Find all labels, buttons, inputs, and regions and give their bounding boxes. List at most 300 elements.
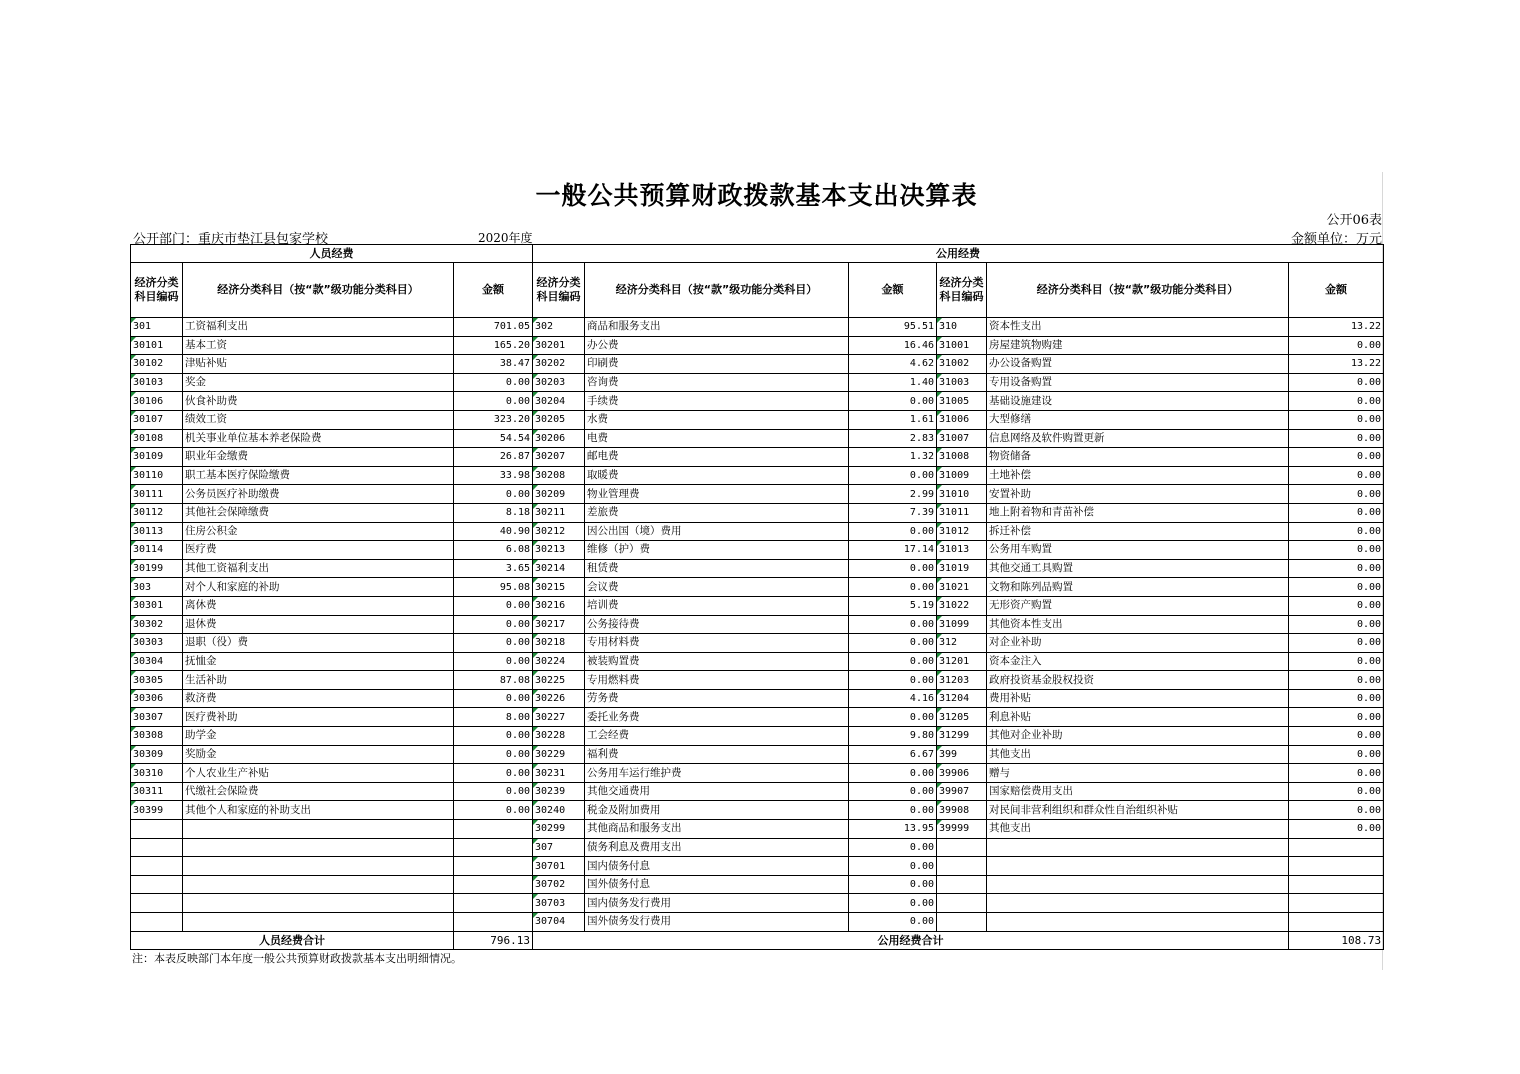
cell-code: 31005	[937, 392, 987, 411]
cell-amount: 0.00	[1289, 410, 1384, 429]
cell-name: 税金及附加费用	[585, 801, 849, 820]
cell-code	[131, 913, 183, 932]
cell-amount: 0.00	[849, 894, 937, 913]
cell-amount: 0.00	[849, 392, 937, 411]
cell-amount: 0.00	[454, 801, 533, 820]
footnote: 注：本表反映部门本年度一般公共预算财政拨款基本支出明细情况。	[132, 952, 462, 965]
cell-amount: 0.00	[1289, 671, 1384, 690]
cell-code: 30240	[533, 801, 585, 820]
cell-code: 30199	[131, 559, 183, 578]
table-row	[131, 838, 1384, 857]
cell-amount: 0.00	[454, 727, 533, 746]
cell-name	[987, 875, 1289, 894]
cell-amount: 0.00	[849, 838, 937, 857]
cell-name: 取暖费	[585, 466, 849, 485]
cell-code: 310	[937, 318, 987, 337]
cell-amount: 0.00	[1289, 689, 1384, 708]
cell-amount: 9.80	[849, 727, 937, 746]
cell-code: 31006	[937, 410, 987, 429]
cell-name: 土地补偿	[987, 466, 1289, 485]
totals-row	[131, 931, 1384, 950]
cell-code: 30205	[533, 410, 585, 429]
cell-code: 39999	[937, 820, 987, 839]
cell-code: 30213	[533, 541, 585, 560]
cell-amount: 0.00	[849, 578, 937, 597]
cell-code: 30215	[533, 578, 585, 597]
cell-amount: 5.19	[849, 596, 937, 615]
cell-amount: 0.00	[1289, 541, 1384, 560]
cell-amount	[1289, 913, 1384, 932]
cell-code: 39906	[937, 764, 987, 783]
cell-amount: 1.32	[849, 448, 937, 467]
cell-name: 安置补助	[987, 485, 1289, 504]
cell-name: 国内债务发行费用	[585, 894, 849, 913]
cell-name: 利息补贴	[987, 708, 1289, 727]
cell-amount: 8.00	[454, 708, 533, 727]
cell-code: 30702	[533, 875, 585, 894]
cell-name: 公务接待费	[585, 615, 849, 634]
table-row	[131, 336, 1384, 355]
cell-name	[183, 820, 454, 839]
cell-name	[987, 838, 1289, 857]
cell-name: 办公设备购置	[987, 355, 1289, 374]
cell-name: 救济费	[183, 689, 454, 708]
cell-amount: 0.00	[454, 634, 533, 653]
cell-code: 31099	[937, 615, 987, 634]
cell-amount: 40.90	[454, 522, 533, 541]
cell-amount: 0.00	[1289, 745, 1384, 764]
table-row	[131, 913, 1384, 932]
cell-name: 其他支出	[987, 820, 1289, 839]
cell-code: 31012	[937, 522, 987, 541]
cell-code: 30304	[131, 652, 183, 671]
cell-code: 30704	[533, 913, 585, 932]
col-header-name: 经济分类科目（按“款”级功能分类科目）	[585, 263, 849, 318]
cell-code: 30311	[131, 782, 183, 801]
cell-name: 职业年金缴费	[183, 448, 454, 467]
cell-name: 离休费	[183, 596, 454, 615]
cell-name: 大型修缮	[987, 410, 1289, 429]
cell-amount: 0.00	[849, 615, 937, 634]
table-row	[131, 318, 1384, 337]
cell-name: 其他社会保障缴费	[183, 503, 454, 522]
col-header-amount: 金额	[1289, 263, 1384, 318]
personnel-total-value: 796.13	[454, 931, 533, 950]
cell-amount: 8.18	[454, 503, 533, 522]
cell-amount	[454, 894, 533, 913]
col-header-amount: 金额	[454, 263, 533, 318]
cell-name: 国内债务付息	[585, 857, 849, 876]
col-header-amount: 金额	[849, 263, 937, 318]
cell-amount: 0.00	[1289, 634, 1384, 653]
cell-name: 被装购置费	[585, 652, 849, 671]
cell-amount: 0.00	[1289, 559, 1384, 578]
cell-code: 30113	[131, 522, 183, 541]
cell-name: 其他个人和家庭的补助支出	[183, 801, 454, 820]
cell-code: 31021	[937, 578, 987, 597]
cell-name: 地上附着物和青苗补偿	[987, 503, 1289, 522]
cell-name: 文物和陈列品购置	[987, 578, 1289, 597]
cell-code: 31008	[937, 448, 987, 467]
cell-code: 30226	[533, 689, 585, 708]
table-row	[131, 541, 1384, 560]
col-header-name: 经济分类科目（按“款”级功能分类科目）	[183, 263, 454, 318]
cell-name: 其他对企业补助	[987, 727, 1289, 746]
cell-name: 退职（役）费	[183, 634, 454, 653]
table-row	[131, 708, 1384, 727]
cell-name: 专用设备购置	[987, 373, 1289, 392]
cell-amount: 0.00	[849, 857, 937, 876]
year-label: 2020年度	[478, 231, 533, 245]
cell-amount: 3.65	[454, 559, 533, 578]
cell-code	[131, 838, 183, 857]
cell-name	[183, 913, 454, 932]
cell-code: 30106	[131, 392, 183, 411]
cell-name	[183, 838, 454, 857]
cell-code: 31002	[937, 355, 987, 374]
cell-code: 30103	[131, 373, 183, 392]
cell-amount: 0.00	[454, 764, 533, 783]
cell-name: 委托业务费	[585, 708, 849, 727]
cell-name: 绩效工资	[183, 410, 454, 429]
cell-code: 31007	[937, 429, 987, 448]
cell-name: 其他资本性支出	[987, 615, 1289, 634]
table-row	[131, 745, 1384, 764]
cell-amount: 0.00	[454, 782, 533, 801]
cell-code: 31203	[937, 671, 987, 690]
cell-code	[937, 913, 987, 932]
cell-name: 基础设施建设	[987, 392, 1289, 411]
cell-amount	[454, 820, 533, 839]
table-row	[131, 894, 1384, 913]
cell-amount: 323.20	[454, 410, 533, 429]
cell-name	[183, 875, 454, 894]
cell-amount: 0.00	[849, 671, 937, 690]
cell-code: 30206	[533, 429, 585, 448]
cell-name: 个人农业生产补贴	[183, 764, 454, 783]
cell-amount: 0.00	[849, 559, 937, 578]
cell-name: 赠与	[987, 764, 1289, 783]
personnel-total-label: 人员经费合计	[131, 931, 454, 950]
cell-amount: 2.99	[849, 485, 937, 504]
cell-amount: 0.00	[454, 652, 533, 671]
cell-name: 资本性支出	[987, 318, 1289, 337]
cell-amount: 0.00	[849, 782, 937, 801]
unit-label: 金额单位：万元	[1290, 232, 1382, 247]
cell-name: 生活补助	[183, 671, 454, 690]
table-row	[131, 392, 1384, 411]
cell-code: 30201	[533, 336, 585, 355]
cell-amount: 0.00	[1289, 801, 1384, 820]
cell-amount: 1.61	[849, 410, 937, 429]
cell-name: 拆迁补偿	[987, 522, 1289, 541]
cell-code: 30305	[131, 671, 183, 690]
cell-amount: 95.51	[849, 318, 937, 337]
cell-code	[937, 838, 987, 857]
cell-name: 奖金	[183, 373, 454, 392]
cell-amount: 0.00	[454, 373, 533, 392]
cell-code: 31019	[937, 559, 987, 578]
cell-amount: 0.00	[1289, 596, 1384, 615]
cell-amount	[1289, 838, 1384, 857]
cell-amount: 0.00	[1289, 429, 1384, 448]
cell-name: 职工基本医疗保险缴费	[183, 466, 454, 485]
cell-code: 399	[937, 745, 987, 764]
cell-code	[937, 894, 987, 913]
cell-amount: 0.00	[454, 689, 533, 708]
cell-amount: 13.95	[849, 820, 937, 839]
cell-name: 助学金	[183, 727, 454, 746]
cell-amount: 0.00	[1289, 522, 1384, 541]
cell-amount	[454, 838, 533, 857]
cell-name: 信息网络及软件购置更新	[987, 429, 1289, 448]
public-total-value: 108.73	[1289, 931, 1384, 950]
cell-amount: 0.00	[454, 392, 533, 411]
cell-name: 费用补贴	[987, 689, 1289, 708]
col-header-code: 经济分类科目编码	[131, 263, 183, 318]
cell-code: 30112	[131, 503, 183, 522]
cell-amount: 0.00	[1289, 782, 1384, 801]
cell-amount: 13.22	[1289, 318, 1384, 337]
cell-amount	[454, 913, 533, 932]
cell-amount	[1289, 875, 1384, 894]
cell-name: 印刷费	[585, 355, 849, 374]
cell-amount: 13.22	[1289, 355, 1384, 374]
cell-code: 39907	[937, 782, 987, 801]
cell-name: 物业管理费	[585, 485, 849, 504]
cell-code: 307	[533, 838, 585, 857]
table-row	[131, 634, 1384, 653]
cell-name: 公务用车运行维护费	[585, 764, 849, 783]
cell-code: 31299	[937, 727, 987, 746]
cell-name: 抚恤金	[183, 652, 454, 671]
cell-name: 房屋建筑物购建	[987, 336, 1289, 355]
cell-name	[987, 894, 1289, 913]
table-row	[131, 801, 1384, 820]
cell-amount	[1289, 894, 1384, 913]
cell-amount: 0.00	[849, 634, 937, 653]
cell-code: 30211	[533, 503, 585, 522]
cell-name: 伙食补助费	[183, 392, 454, 411]
cell-code: 30212	[533, 522, 585, 541]
table-row	[131, 355, 1384, 374]
cell-code: 31013	[937, 541, 987, 560]
cell-amount: 0.00	[454, 745, 533, 764]
col-header-code: 经济分类科目编码	[533, 263, 585, 318]
cell-name: 其他交通费用	[585, 782, 849, 801]
cell-name: 专用材料费	[585, 634, 849, 653]
cell-amount: 0.00	[1289, 503, 1384, 522]
cell-code	[937, 875, 987, 894]
cell-code: 30217	[533, 615, 585, 634]
cell-amount: 87.08	[454, 671, 533, 690]
cell-amount: 0.00	[849, 652, 937, 671]
cell-amount: 0.00	[849, 764, 937, 783]
cell-amount	[454, 857, 533, 876]
cell-name: 国外债务付息	[585, 875, 849, 894]
cell-name: 培训费	[585, 596, 849, 615]
cell-code: 30309	[131, 745, 183, 764]
cell-name: 工资福利支出	[183, 318, 454, 337]
cell-code: 31003	[937, 373, 987, 392]
cell-code: 302	[533, 318, 585, 337]
cell-code: 30227	[533, 708, 585, 727]
cell-code: 30239	[533, 782, 585, 801]
cell-code: 301	[131, 318, 183, 337]
cell-code: 312	[937, 634, 987, 653]
cell-name: 专用燃料费	[585, 671, 849, 690]
cell-code: 30216	[533, 596, 585, 615]
cell-amount: 1.40	[849, 373, 937, 392]
cell-code: 30231	[533, 764, 585, 783]
cell-name: 商品和服务支出	[585, 318, 849, 337]
cell-name: 退休费	[183, 615, 454, 634]
cell-code: 39908	[937, 801, 987, 820]
table-row	[131, 857, 1384, 876]
cell-code: 31205	[937, 708, 987, 727]
report-title: 一般公共预算财政拨款基本支出决算表	[535, 181, 978, 210]
cell-name: 办公费	[585, 336, 849, 355]
cell-amount: 2.83	[849, 429, 937, 448]
cell-code: 31201	[937, 652, 987, 671]
cell-amount: 0.00	[1289, 448, 1384, 467]
cell-name: 无形资产购置	[987, 596, 1289, 615]
cell-name	[183, 857, 454, 876]
cell-code: 30102	[131, 355, 183, 374]
cell-code: 30301	[131, 596, 183, 615]
group-header-row	[131, 245, 1384, 263]
table-row	[131, 875, 1384, 894]
cell-code: 31022	[937, 596, 987, 615]
cell-amount: 0.00	[454, 615, 533, 634]
cell-amount: 0.00	[1289, 652, 1384, 671]
cell-name: 资本金注入	[987, 652, 1289, 671]
cell-amount: 4.62	[849, 355, 937, 374]
table-row	[131, 689, 1384, 708]
cell-name: 物资储备	[987, 448, 1289, 467]
cell-code: 30308	[131, 727, 183, 746]
cell-amount: 0.00	[1289, 373, 1384, 392]
table-row	[131, 466, 1384, 485]
table-row	[131, 429, 1384, 448]
cell-code: 30214	[533, 559, 585, 578]
cell-amount: 16.46	[849, 336, 937, 355]
cell-code: 30701	[533, 857, 585, 876]
cell-name	[183, 894, 454, 913]
cell-name	[987, 857, 1289, 876]
cell-name: 其他支出	[987, 745, 1289, 764]
table-row	[131, 578, 1384, 597]
cell-name: 奖励金	[183, 745, 454, 764]
cell-code: 30204	[533, 392, 585, 411]
cell-code: 30108	[131, 429, 183, 448]
cell-amount: 6.08	[454, 541, 533, 560]
cell-name: 邮电费	[585, 448, 849, 467]
table-row	[131, 764, 1384, 783]
cell-code	[131, 875, 183, 894]
cell-code	[937, 857, 987, 876]
cell-code: 30208	[533, 466, 585, 485]
cell-code: 30225	[533, 671, 585, 690]
cell-amount: 0.00	[1289, 615, 1384, 634]
cell-code: 30303	[131, 634, 183, 653]
cell-name: 代缴社会保险费	[183, 782, 454, 801]
cell-code: 30302	[131, 615, 183, 634]
cell-code: 30306	[131, 689, 183, 708]
cell-name: 政府投资基金股权投资	[987, 671, 1289, 690]
cell-amount: 0.00	[849, 875, 937, 894]
expenditure-table	[130, 244, 1384, 950]
cell-name: 电费	[585, 429, 849, 448]
table-row	[131, 448, 1384, 467]
cell-code: 30228	[533, 727, 585, 746]
cell-amount: 0.00	[1289, 466, 1384, 485]
cell-name: 对个人和家庭的补助	[183, 578, 454, 597]
cell-name: 因公出国（境）费用	[585, 522, 849, 541]
cell-amount: 0.00	[849, 522, 937, 541]
cell-code: 30218	[533, 634, 585, 653]
cell-name: 对民间非营利组织和群众性自治组织补贴	[987, 801, 1289, 820]
cell-amount: 0.00	[454, 596, 533, 615]
cell-name: 基本工资	[183, 336, 454, 355]
cell-name: 工会经费	[585, 727, 849, 746]
cell-code	[131, 894, 183, 913]
cell-code	[131, 820, 183, 839]
cell-code: 30399	[131, 801, 183, 820]
cell-amount: 0.00	[849, 913, 937, 932]
cell-amount	[1289, 857, 1384, 876]
cell-name: 水费	[585, 410, 849, 429]
cell-code: 30111	[131, 485, 183, 504]
cell-amount: 4.16	[849, 689, 937, 708]
cell-amount: 6.67	[849, 745, 937, 764]
table-row	[131, 596, 1384, 615]
cell-code: 30101	[131, 336, 183, 355]
cell-name: 津贴补贴	[183, 355, 454, 374]
cell-name: 债务利息及费用支出	[585, 838, 849, 857]
cell-amount: 17.14	[849, 541, 937, 560]
cell-code: 30110	[131, 466, 183, 485]
cell-name: 差旅费	[585, 503, 849, 522]
cell-code: 31010	[937, 485, 987, 504]
table-row	[131, 727, 1384, 746]
cell-amount: 26.87	[454, 448, 533, 467]
cell-name: 对企业补助	[987, 634, 1289, 653]
cell-name: 住房公积金	[183, 522, 454, 541]
table-row	[131, 410, 1384, 429]
cell-amount: 38.47	[454, 355, 533, 374]
table-row	[131, 671, 1384, 690]
cell-amount: 0.00	[1289, 392, 1384, 411]
table-row	[131, 782, 1384, 801]
cell-amount: 0.00	[1289, 708, 1384, 727]
cell-code: 30310	[131, 764, 183, 783]
cell-amount: 165.20	[454, 336, 533, 355]
public-total-label: 公用经费合计	[533, 931, 1289, 950]
cell-amount: 701.05	[454, 318, 533, 337]
cell-code: 30299	[533, 820, 585, 839]
cell-name: 公务员医疗补助缴费	[183, 485, 454, 504]
cell-name: 公务用车购置	[987, 541, 1289, 560]
table-row	[131, 652, 1384, 671]
cell-amount: 7.39	[849, 503, 937, 522]
cell-name: 福利费	[585, 745, 849, 764]
personnel-group-header: 人员经费	[131, 245, 533, 263]
cell-code: 30209	[533, 485, 585, 504]
cell-amount: 0.00	[1289, 820, 1384, 839]
cell-code: 31001	[937, 336, 987, 355]
cell-code: 30703	[533, 894, 585, 913]
